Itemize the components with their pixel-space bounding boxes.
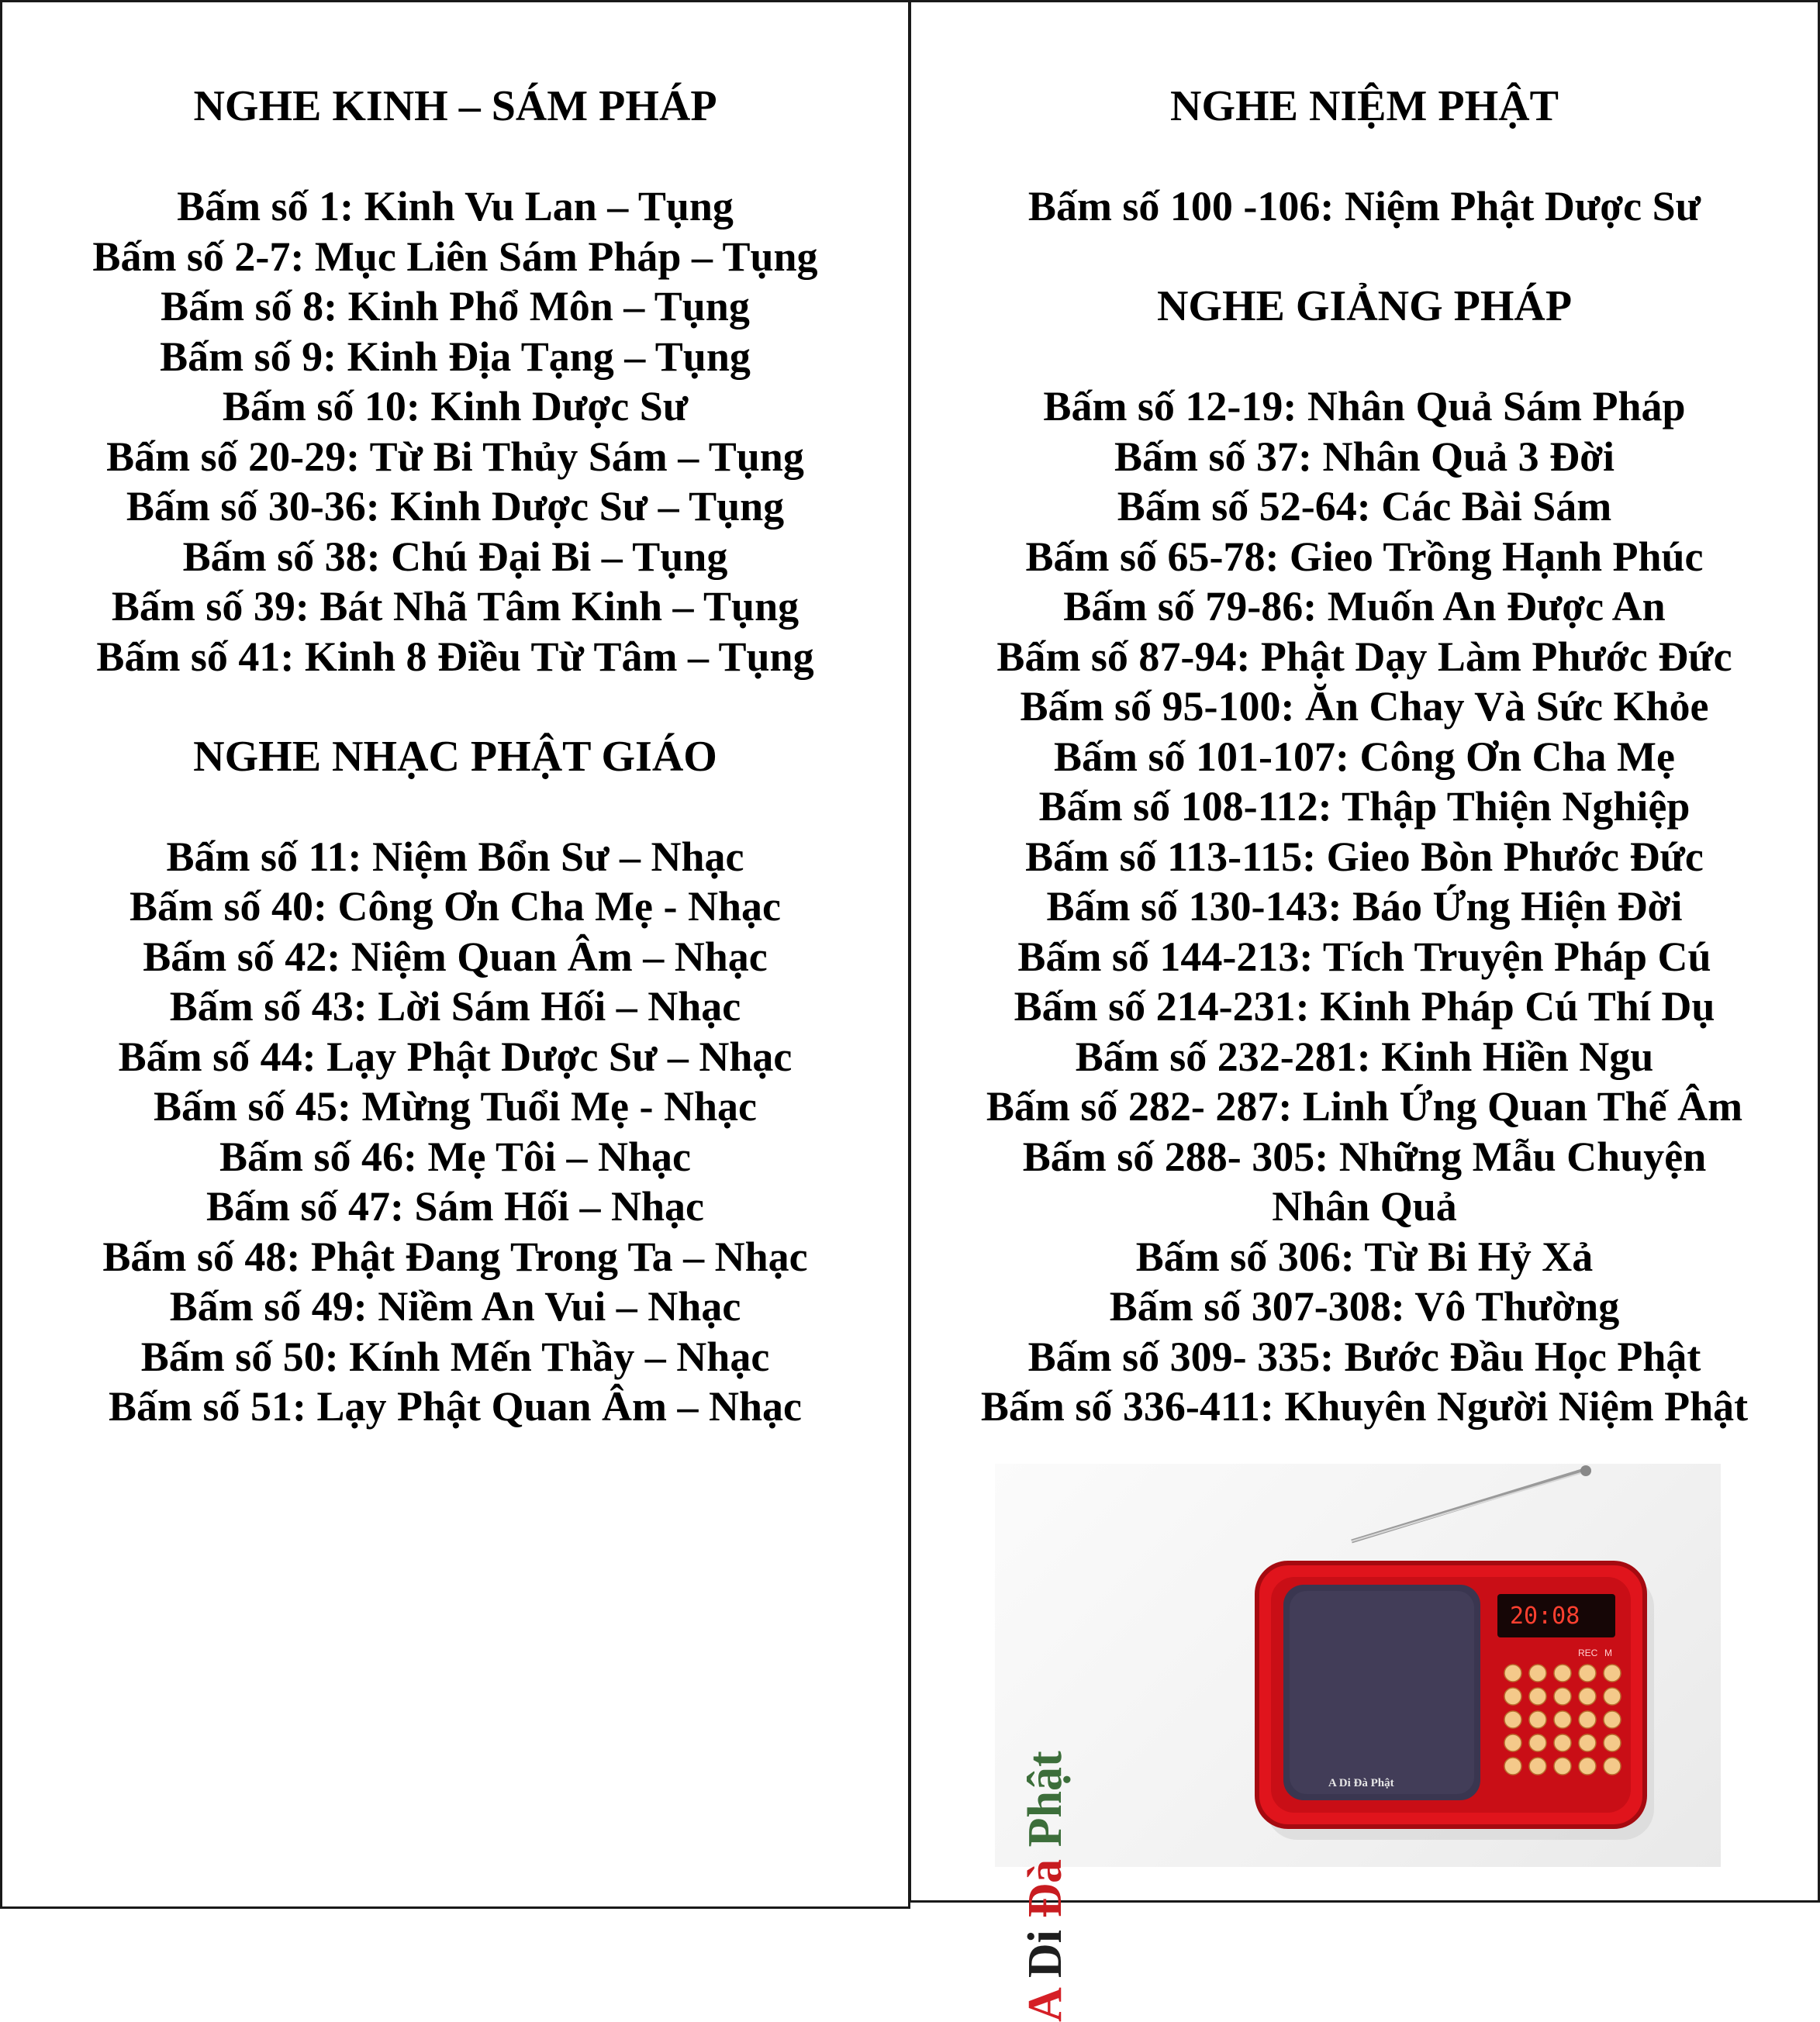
list-item: Bấm số 232-281: Kinh Hiền Ngu: [1075, 1033, 1654, 1080]
keypad-button: [1529, 1688, 1546, 1705]
radio-label: A Di Đà Phật: [1328, 1777, 1394, 1789]
keypad-button: [1504, 1758, 1521, 1775]
list-item: Bấm số 52-64: Các Bài Sám: [1117, 483, 1612, 530]
list-item: Bấm số 101-107: Công Ơn Cha Mẹ: [1053, 733, 1675, 780]
list-item: Bấm số 43: Lời Sám Hối – Nhạc: [169, 983, 741, 1030]
box-print-word: Di: [1019, 1930, 1072, 1979]
right-column: [911, 81, 1818, 1432]
left-column: [2, 81, 908, 1432]
list-item: Bấm số 282- 287: Linh Ứng Quan Thế Âm: [986, 1083, 1743, 1130]
keypad-button: [1554, 1758, 1571, 1775]
list-item: Bấm số 46: Mẹ Tôi – Nhạc: [219, 1133, 691, 1180]
spacer: [2, 132, 908, 182]
list-item: Bấm số 130-143: Báo Ứng Hiện Đời: [1046, 883, 1683, 930]
section-heading-sutras: NGHE KINH – SÁM PHÁP: [193, 82, 717, 130]
list-item: Bấm số 1: Kinh Vu Lan – Tụng: [177, 183, 734, 229]
list-item: Bấm số 309- 335: Bước Đầu Học Phật: [1027, 1333, 1701, 1380]
spacer: [911, 232, 1818, 282]
list-item: Bấm số 2-7: Mục Liên Sám Pháp – Tụng: [92, 233, 818, 280]
keypad-button: [1604, 1688, 1621, 1705]
list-item: Bấm số 41: Kinh 8 Điều Từ Tâm – Tụng: [96, 633, 814, 680]
list-item: Bấm số 30-36: Kinh Dược Sư – Tụng: [126, 483, 785, 530]
section-heading-chanting: NGHE NIỆM PHẬT: [1170, 82, 1559, 130]
list-item: Bấm số 95-100: Ăn Chay Và Sức Khỏe: [1020, 683, 1709, 730]
keypad-button: [1579, 1711, 1596, 1728]
spacer: [911, 332, 1818, 382]
list-item: Bấm số 49: Niềm An Vui – Nhạc: [169, 1283, 741, 1330]
product-photo: [995, 1464, 1721, 2022]
list-item: Bấm số 39: Bát Nhã Tâm Kinh – Tụng: [111, 583, 799, 630]
spacer: [2, 681, 908, 732]
keypad-button: [1554, 1665, 1571, 1682]
keypad-button: [1604, 1758, 1621, 1775]
keypad-button: [1529, 1665, 1546, 1682]
list-item: Bấm số 42: Niệm Quan Âm – Nhạc: [143, 933, 768, 980]
list-item: Bấm số 113-115: Gieo Bòn Phước Đức: [1025, 833, 1704, 880]
keypad-button: [1579, 1758, 1596, 1775]
display-time: 20:08: [1510, 1603, 1580, 1630]
section-heading-music: NGHE NHẠC PHẬT GIÁO: [193, 732, 717, 781]
list-item: Bấm số 79-86: Muốn An Được An: [1063, 583, 1666, 630]
spacer: [2, 782, 908, 832]
list-item: Bấm số 44: Lạy Phật Dược Sư – Nhạc: [118, 1033, 793, 1080]
keypad-button: [1554, 1711, 1571, 1728]
list-item: Bấm số 336-411: Khuyên Người Niệm Phật: [980, 1383, 1749, 1430]
list-item: Bấm số 51: Lạy Phật Quan Âm – Nhạc: [108, 1383, 803, 1430]
keypad-button: [1554, 1734, 1571, 1751]
left-panel: [0, 0, 910, 1909]
keypad-button: [1579, 1688, 1596, 1705]
keypad-button: [1529, 1711, 1546, 1728]
keypad-button: [1579, 1665, 1596, 1682]
keypad-button: [1604, 1665, 1621, 1682]
button-label: REC: [1578, 1648, 1598, 1658]
keypad-button: [1504, 1688, 1521, 1705]
box-print-word: A: [1019, 1989, 1072, 2022]
section-heading-dharma-talks: NGHE GIẢNG PHÁP: [1156, 282, 1573, 330]
box-print-word: Phật: [1019, 1751, 1072, 1848]
keypad-button: [1604, 1711, 1621, 1728]
list-item: Bấm số 12-19: Nhân Quả Sám Pháp: [1043, 383, 1686, 430]
radio-illustration: [995, 1464, 1721, 1867]
list-item: Bấm số 214-231: Kinh Pháp Cú Thí Dụ: [1014, 983, 1715, 1030]
list-item: Bấm số 37: Nhân Quả 3 Đời: [1114, 433, 1615, 480]
keypad-button: [1554, 1688, 1571, 1705]
list-item: Bấm số 11: Niệm Bổn Sư – Nhạc: [166, 833, 744, 880]
list-item: Bấm số 20-29: Từ Bi Thủy Sám – Tụng: [106, 433, 804, 480]
keypad-button: [1529, 1734, 1546, 1751]
list-item: Bấm số 9: Kinh Địa Tạng – Tụng: [160, 333, 751, 380]
list-item: Bấm số 100 -106: Niệm Phật Dược Sư: [1027, 183, 1701, 229]
box-print-word: Đà: [1019, 1858, 1072, 1918]
spacer: [911, 132, 1818, 182]
list-item: Bấm số 38: Chú Đại Bi – Tụng: [182, 533, 728, 580]
list-item: Bấm số 10: Kinh Dược Sư: [222, 383, 689, 430]
list-item: Bấm số 50: Kính Mến Thầy – Nhạc: [140, 1333, 770, 1380]
list-item: Nhân Quả: [1272, 1183, 1457, 1230]
list-item: Bấm số 288- 305: Những Mẫu Chuyện: [1022, 1133, 1707, 1180]
list-item: Bấm số 65-78: Gieo Trồng Hạnh Phúc: [1025, 533, 1704, 580]
list-item: Bấm số 307-308: Vô Thường: [1109, 1283, 1620, 1330]
keypad-button: [1529, 1758, 1546, 1775]
list-item: Bấm số 8: Kinh Phổ Môn – Tụng: [161, 283, 750, 330]
list-item: Bấm số 306: Từ Bi Hỷ Xả: [1135, 1233, 1594, 1280]
list-item: Bấm số 47: Sám Hối – Nhạc: [205, 1183, 704, 1230]
keypad-button: [1504, 1711, 1521, 1728]
list-item: Bấm số 45: Mừng Tuổi Mẹ - Nhạc: [154, 1083, 757, 1130]
button-label: M: [1604, 1648, 1612, 1658]
list-item: Bấm số 48: Phật Đang Trong Ta – Nhạc: [102, 1233, 808, 1280]
list-item: Bấm số 108-112: Thập Thiện Nghiệp: [1038, 783, 1690, 830]
keypad-button: [1604, 1734, 1621, 1751]
keypad-button: [1504, 1734, 1521, 1751]
keypad-button: [1504, 1665, 1521, 1682]
keypad-button: [1579, 1734, 1596, 1751]
list-item: Bấm số 40: Công Ơn Cha Mẹ - Nhạc: [129, 883, 781, 930]
list-item: Bấm số 144-213: Tích Truyện Pháp Cú: [1017, 933, 1711, 980]
list-item: Bấm số 87-94: Phật Dạy Làm Phước Đức: [996, 633, 1732, 680]
